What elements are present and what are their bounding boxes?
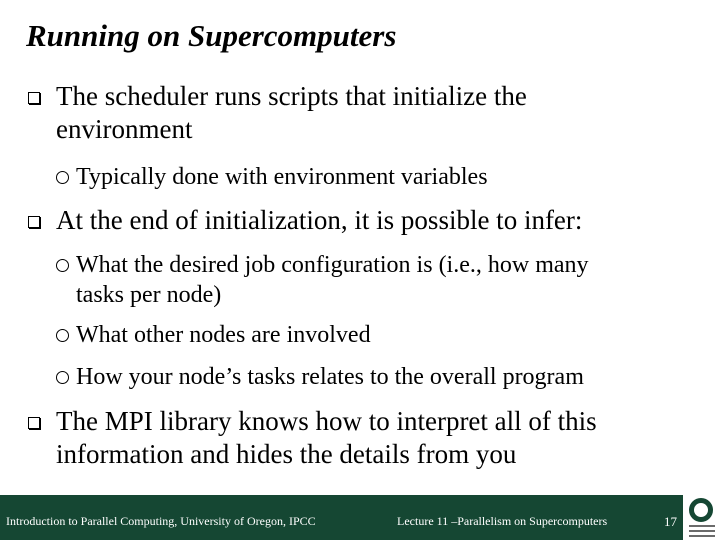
sub-bullet-env-vars [56,162,696,192]
oregon-o-mark [689,498,713,522]
bullet-line: The MPI library knows how to interpret all of this [56,406,597,436]
footer-course-title: Introduction to Parallel Computing, University of Oregon, IPCC [6,514,316,528]
circle-bullet-icon [56,329,69,342]
square-bullet-icon [28,216,40,228]
bullet-line: How your node’s tasks relates to the overall program [76,364,584,390]
bullet-line: tasks per node) [76,282,222,308]
bullet-line: Typically done with environment variables [76,164,488,190]
bullet-line: environment [56,114,193,144]
sub-bullet-node-tasks [56,362,696,392]
circle-bullet-icon [56,371,69,384]
square-bullet-icon [28,417,40,429]
footer-lecture-title: Lecture 11 –Parallelism on Supercomputers [397,514,608,528]
bullet-line: What other nodes are involved [76,322,371,348]
bullet-line: What the desired job configuration is (i.e., how many [76,252,589,278]
circle-bullet-icon [56,171,69,184]
square-bullet-icon [28,92,40,104]
bullet-infer [26,204,706,237]
bullet-line: information and hides the details from you [56,439,517,469]
slide-title: Running on Supercomputers [26,18,397,53]
bullet-scheduler [26,80,706,146]
bullet-line: The scheduler runs scripts that initialize the [56,81,527,111]
page-number: 17 [664,514,677,529]
university-of-oregon-logo-icon [683,495,720,540]
sub-bullet-other-nodes [56,320,696,350]
slide-footer [0,495,683,540]
bullet-mpi-library [26,405,706,471]
bullet-line: At the end of initialization, it is possible to infer: [56,205,583,235]
sub-bullet-job-config [56,250,696,310]
circle-bullet-icon [56,259,69,272]
